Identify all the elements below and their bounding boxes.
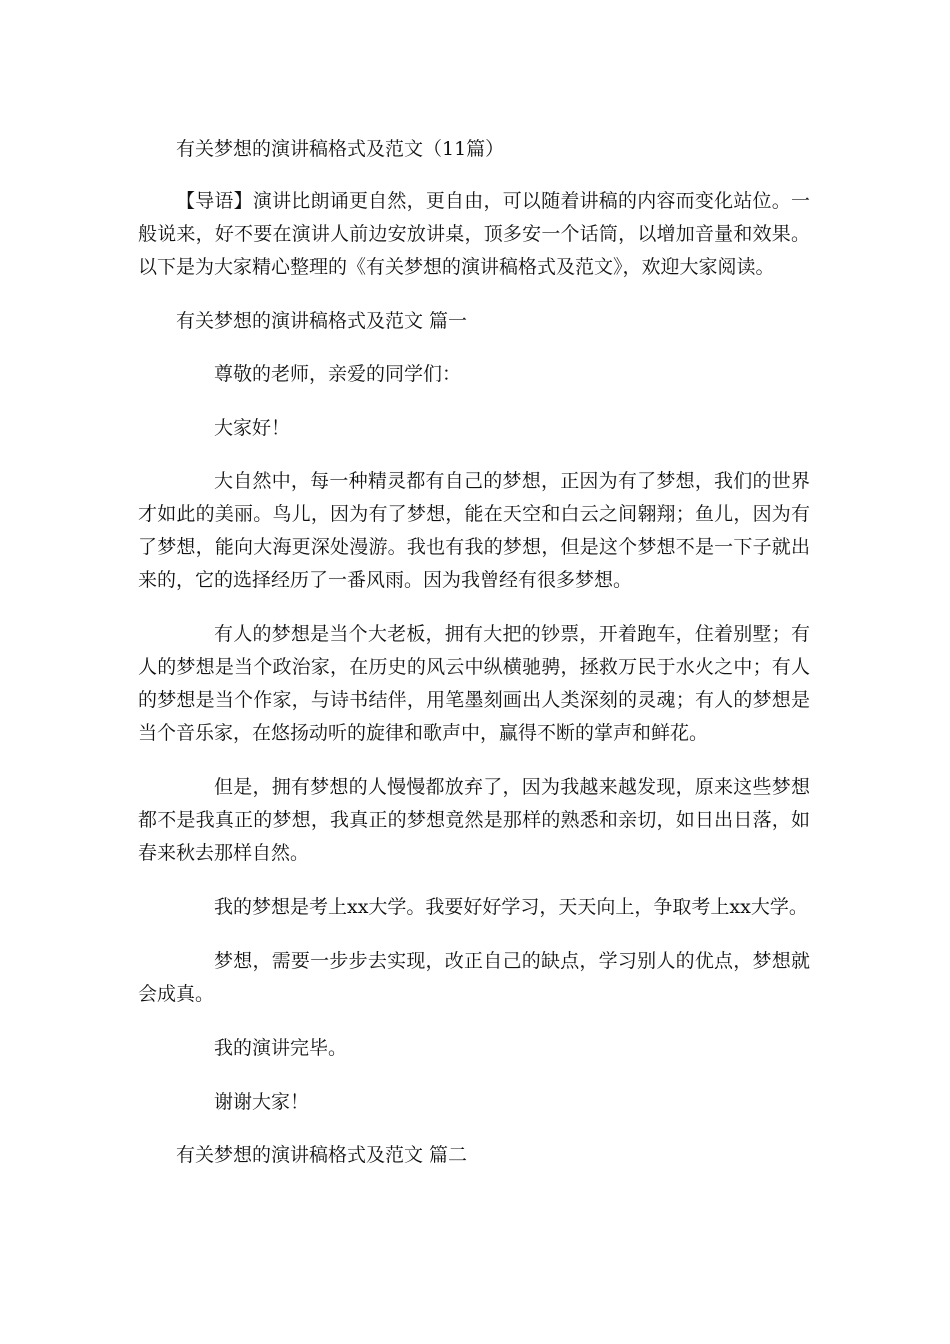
body-paragraph-3: 但是，拥有梦想的人慢慢都放弃了，因为我越来越发现，原来这些梦想都不是我真正的梦想，我真正的梦想竟然是那样的熟悉和亲切，如日出日落，如春来秋去那样自然。	[138, 776, 810, 864]
closing-line: 我的演讲完毕。	[214, 1037, 348, 1059]
salutation: 尊敬的老师，亲爱的同学们：	[214, 363, 462, 385]
body-paragraph-4: 我的梦想是考上xx大学。我要好好学习，天天向上，争取考上xx大学。	[214, 896, 808, 918]
body-paragraph-1: 大自然中，每一种精灵都有自己的梦想，正因为有了梦想，我们的世界才如此的美丽。鸟儿，因为有了梦想，能在天空和白云之间翱翔；鱼儿，因为有了梦想，能向大海更深处漫游。我也有我的梦想，但是这个梦想不是一下子就出来的，它的选择经历了一番风雨。因为我曾经有很多梦想。	[138, 470, 810, 591]
section-heading-1: 有关梦想的演讲稿格式及范文 篇一	[176, 310, 468, 332]
intro-paragraph: 【导语】演讲比朗诵更自然，更自由，可以随着讲稿的内容而变化站位。一般说来，好不要在演讲人前边安放讲桌，顶多安一个话筒，以增加音量和效果。以下是为大家精心整理的《有关梦想的演讲稿格式及范文》，欢迎大家阅读。	[138, 190, 810, 278]
document-page	[138, 128, 810, 1172]
section-heading-2: 有关梦想的演讲稿格式及范文 篇二	[176, 1144, 468, 1166]
body-paragraph-5: 梦想，需要一步步去实现，改正自己的缺点，学习别人的优点，梦想就会成真。	[138, 950, 810, 1005]
greeting: 大家好！	[214, 417, 291, 439]
body-paragraph-2: 有人的梦想是当个大老板，拥有大把的钞票，开着跑车，住着别墅；有人的梦想是当个政治家，在历史的风云中纵横驰骋，拯救万民于水火之中；有人的梦想是当个作家，与诗书结伴，用笔墨刻画出人类深刻的灵魂；有人的梦想是当个音乐家，在悠扬动听的旋律和歌声中，赢得不断的掌声和鲜花。	[138, 623, 810, 744]
document-title: 有关梦想的演讲稿格式及范文（11篇）	[176, 138, 505, 160]
thanks-line: 谢谢大家！	[214, 1091, 310, 1113]
